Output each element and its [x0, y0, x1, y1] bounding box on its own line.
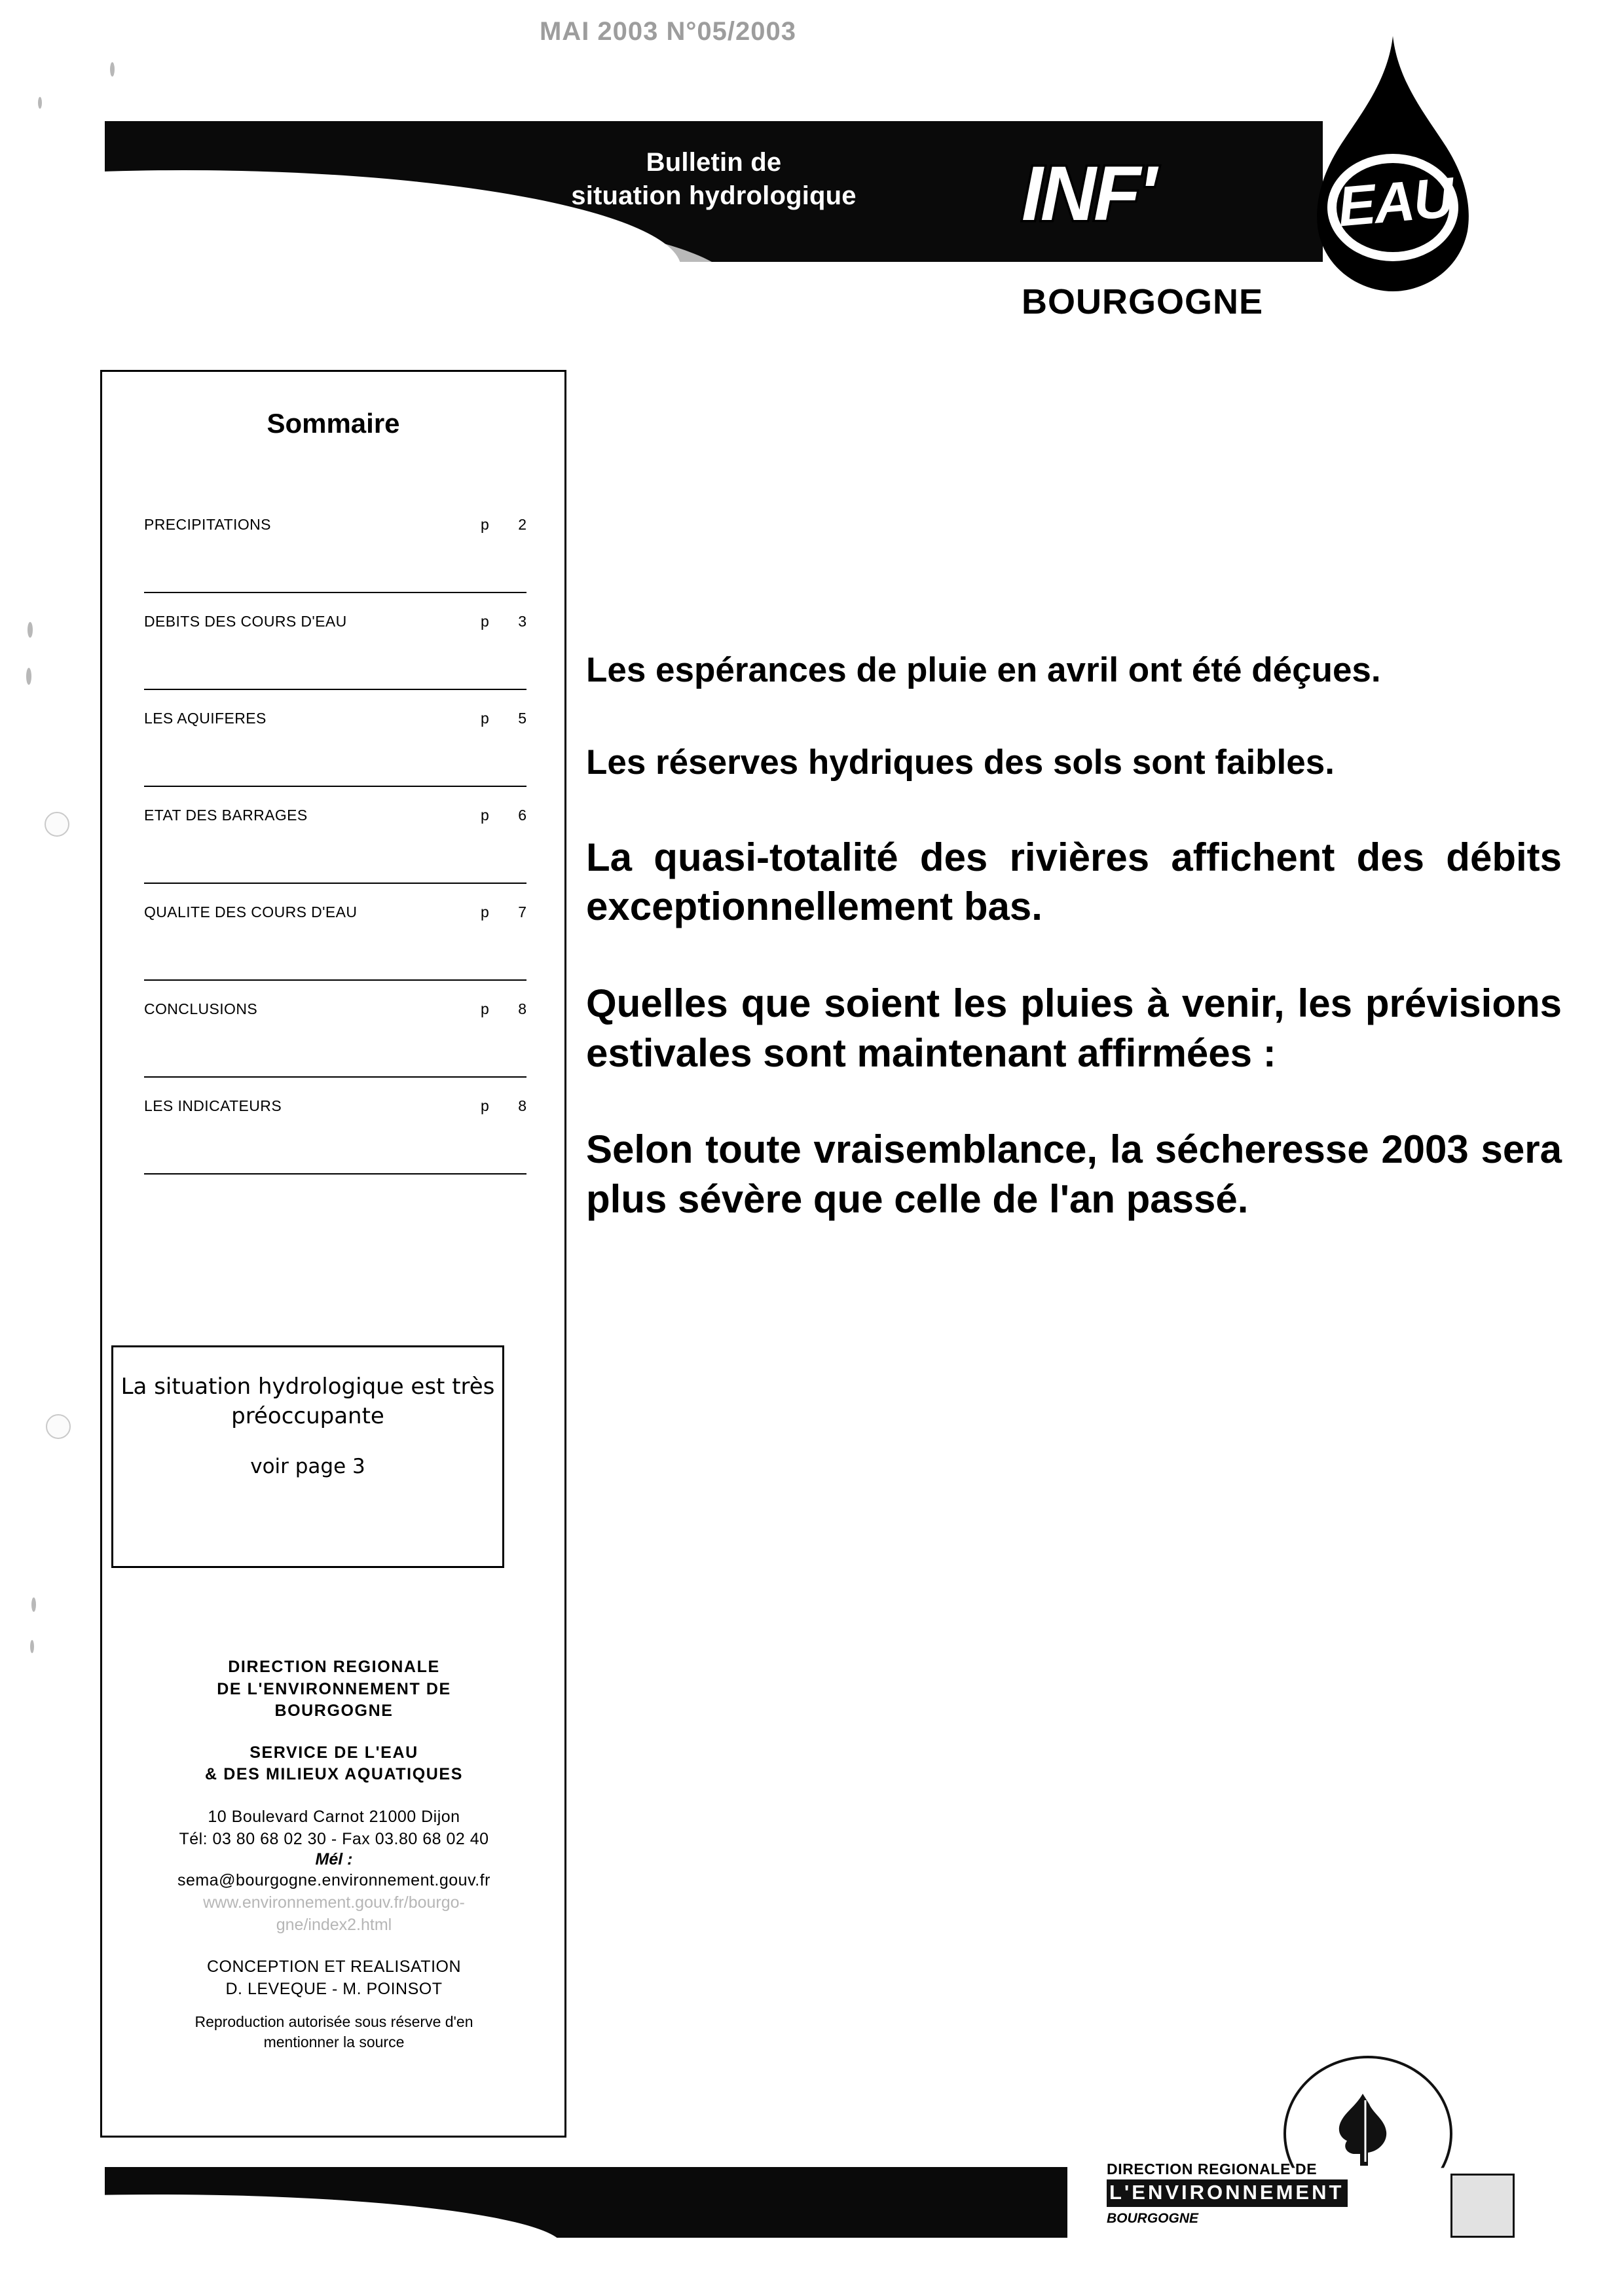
toc-page-number: 7: [518, 903, 526, 920]
tree-icon: [1333, 2094, 1395, 2166]
diren-text-block: [1107, 2160, 1460, 2227]
footer-banner: [105, 2167, 1067, 2238]
highlight-text: La situation hydrologique est très préoccupante: [120, 1374, 495, 1429]
editorial-paragraph-4: Quelles que soient les pluies à venir, les prévisions estivales sont maintenant affirmées :: [586, 981, 1562, 1075]
rights-line-2: mentionner la source: [263, 2033, 405, 2050]
scan-speck-4: [26, 668, 31, 685]
toc-page-number: 3: [518, 613, 526, 630]
scan-speck-5: [31, 1597, 36, 1612]
org-line-3: BOURGOGNE: [274, 1702, 394, 1720]
credits-label: CONCEPTION ET REALISATION: [206, 1957, 462, 1976]
contact-email[interactable]: sema@bourgogne.environnement.gouv.fr: [177, 1870, 490, 1889]
service-line-1: SERVICE DE L'EAU: [249, 1743, 418, 1762]
diren-line-2: L'ENVIRONNEMENT: [1107, 2179, 1348, 2207]
contact-spacer-4: [110, 2000, 558, 2012]
contact-address: 10 Boulevard Carnot 21000 Dijon: [208, 1807, 460, 1826]
toc-page-prefix: p: [481, 613, 489, 630]
contact-spacer-1: [110, 1722, 558, 1742]
contact-phone: Tél: 03 80 68 02 30 - Fax 03.80 68 02 40: [179, 1829, 489, 1848]
editorial-paragraph-2: Les réserves hydriques des sols sont faibles.: [586, 742, 1335, 782]
bulletin-title-line2: situation hydrologique: [571, 181, 857, 211]
toc-page-number: 6: [518, 807, 526, 824]
bulletin-title-line1: Bulletin de: [646, 148, 782, 177]
scan-speck-2: [38, 97, 42, 109]
org-line-1: DIRECTION REGIONALE: [228, 1658, 440, 1676]
scan-speck-1: [110, 62, 115, 77]
toc-item-etat-des-barrages[interactable]: [144, 787, 526, 884]
toc-label: DEBITS DES COURS D'EAU: [144, 613, 347, 630]
punch-hole-bottom: [46, 1414, 71, 1439]
diren-line-1: DIRECTION REGIONALE DE: [1107, 2160, 1318, 2178]
editorial-paragraph-1: Les espérances de pluie en avril ont été déçues.: [586, 651, 1381, 689]
region-title: BOURGOGNE: [1022, 282, 1264, 321]
toc-page-prefix: p: [481, 1097, 489, 1114]
contact-mail-label: Mél :: [315, 1850, 353, 1868]
highlight-page-reference[interactable]: voir page 3: [250, 1454, 365, 1478]
toc-item-precipitations[interactable]: [144, 496, 526, 593]
toc-label: ETAT DES BARRAGES: [144, 807, 308, 824]
toc-page-number: 5: [518, 710, 526, 727]
contact-block: [110, 1656, 558, 2052]
toc-item-debits-des-cours-deau[interactable]: [144, 593, 526, 690]
toc-page-prefix: p: [481, 516, 489, 533]
editorial-column: [586, 648, 1562, 1224]
punch-hole-top: [45, 812, 69, 837]
toc-page-number: 8: [518, 1097, 526, 1114]
toc-page-prefix: p: [481, 807, 489, 824]
toc-page-number: 8: [518, 1000, 526, 1017]
toc-label: LES AQUIFERES: [144, 710, 267, 727]
table-of-contents: [110, 496, 561, 1175]
highlight-callout: [111, 1345, 504, 1568]
contact-website-line-1[interactable]: www.environnement.gouv.fr/bourgo-: [203, 1893, 465, 1912]
toc-item-les-indicateurs[interactable]: [144, 1078, 526, 1175]
scan-speck-3: [28, 622, 33, 638]
toc-item-conclusions[interactable]: [144, 981, 526, 1078]
issue-date: MAI 2003 N°05/2003: [539, 17, 796, 46]
credits-names: D. LEVEQUE - M. POINSOT: [225, 1979, 443, 1998]
logo-eau-text: EAU: [1335, 166, 1456, 239]
toc-label: LES INDICATEURS: [144, 1097, 282, 1114]
toc-page-prefix: p: [481, 710, 489, 727]
org-line-2: DE L'ENVIRONNEMENT DE: [217, 1679, 451, 1698]
contact-spacer-3: [110, 1936, 558, 1956]
water-drop-icon: [1300, 36, 1480, 298]
diren-square-mark: [1450, 2174, 1515, 2238]
toc-label: QUALITE DES COURS D'EAU: [144, 903, 358, 920]
diren-line-3: BOURGOGNE: [1107, 2211, 1199, 2226]
toc-page-prefix: p: [481, 1000, 489, 1017]
toc-label: PRECIPITATIONS: [144, 516, 271, 533]
editorial-paragraph-3: La quasi-totalité des rivières affichent des débits exceptionnellement bas.: [586, 835, 1562, 929]
contact-website-line-2[interactable]: gne/index2.html: [276, 1915, 392, 1934]
service-line-2: & DES MILIEUX AQUATIQUES: [205, 1765, 463, 1783]
toc-page-number: 2: [518, 516, 526, 533]
infeau-logo: [1022, 124, 1297, 255]
sommaire-title: Sommaire: [267, 408, 400, 439]
bulletin-title: [471, 146, 956, 213]
toc-item-qualite-des-cours-deau[interactable]: [144, 884, 526, 981]
toc-item-les-aquiferes[interactable]: [144, 690, 526, 787]
logo-inf-text: INF': [1022, 151, 1154, 237]
scan-speck-6: [30, 1640, 34, 1653]
toc-page-prefix: p: [481, 903, 489, 920]
contact-spacer-2: [110, 1786, 558, 1806]
toc-label: CONCLUSIONS: [144, 1000, 258, 1017]
editorial-paragraph-5: Selon toute vraisemblance, la sécheresse 2003 sera plus sévère que celle de l'an passé.: [586, 1127, 1562, 1221]
rights-line-1: Reproduction autorisée sous réserve d'en: [194, 2013, 473, 2030]
